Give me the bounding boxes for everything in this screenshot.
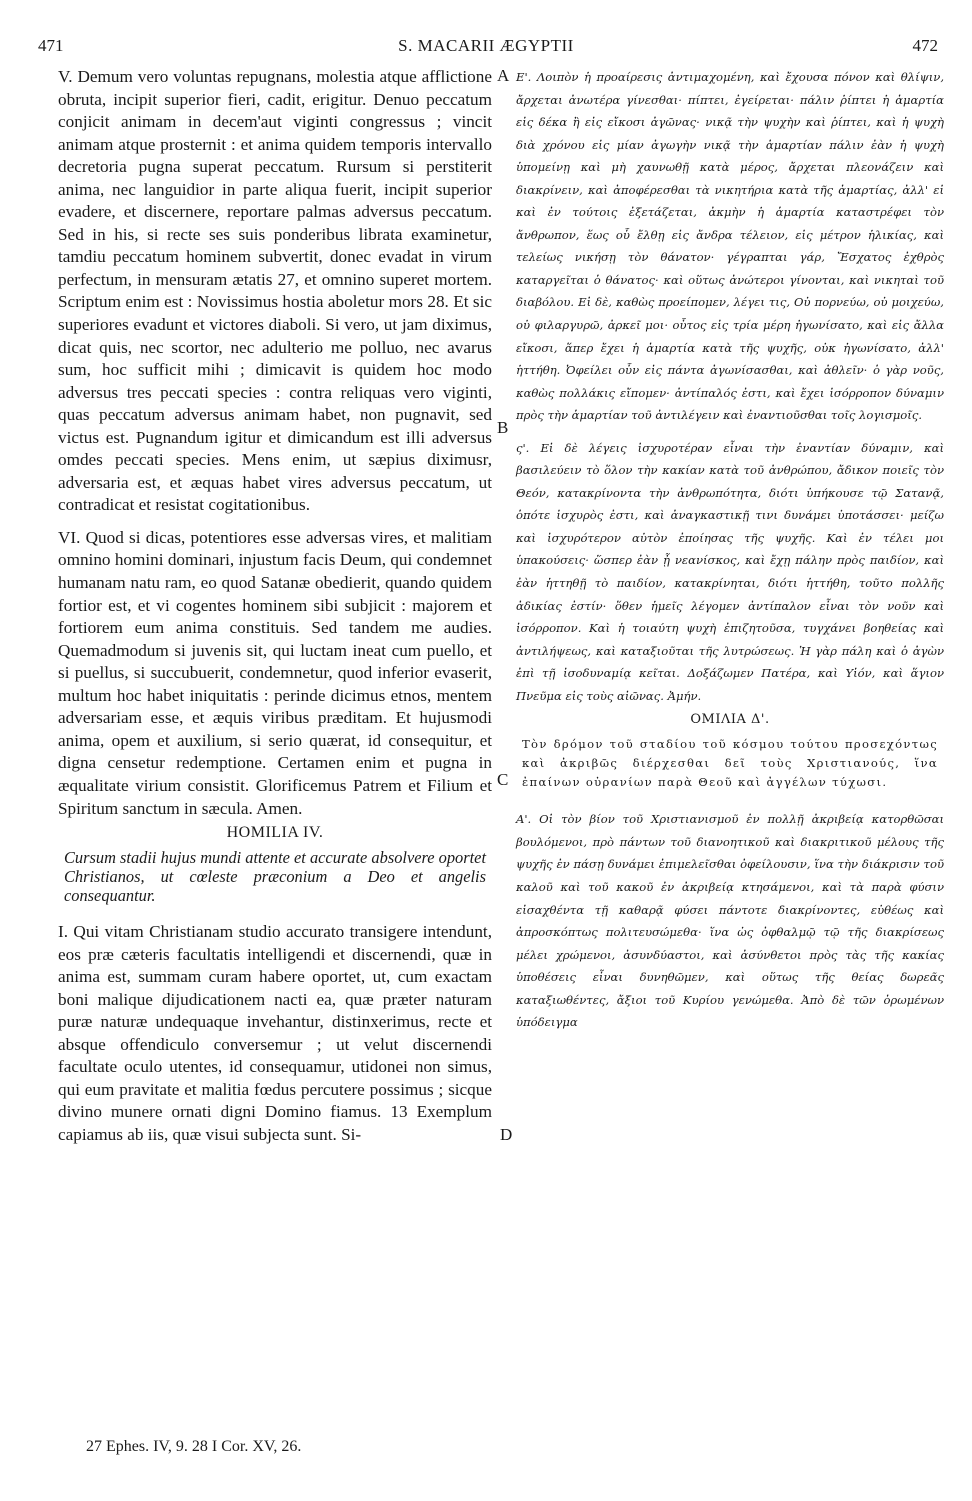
greek-homily-summary: Τὸν δρόμον τοῦ σταδίου τοῦ κόσμου τούτου προσεχόντως καὶ ἀκριβῶς διέρχεσθαι δεῖ τοὺς Χριστιανούς, ἵνα ἐπαίνων οὐρανίων παρὰ Θεοῦ καὶ ἀγγέλων τύχωσι. (522, 737, 938, 790)
latin-column (58, 66, 492, 1147)
greek-section-e: Ε'. Λοιπὸν ἡ προαίρεσις ἀντιμαχομένη, καὶ ἔχουσα πόνον καὶ θλίψιν, ἄρχεται ἀνωτέρα γίνεσθαι· πίπτει, ἐγείρεται· πάλιν ῥίπτει ἡ ἁμαρτία εἰς δέκα ἢ εἰς εἴκοσι ἀγῶνας· νικᾷ τὴν ψυχὴν καὶ ῥίπτει, καὶ ἡ ψυχὴ διὰ χρόνου εἰς μίαν ἀγωγὴν νικᾷ τὴν ἁμαρτίαν πάλιν ἐὰν ἡ ψυχὴ ὑπομείνῃ καὶ μὴ χαυνωθῇ κατὰ μέρος, ἄρχεται πλεονάζειν καὶ διακρίνειν, καὶ ἀποφέρεσθαι τὰ νικητήρια κατὰ τῆς ἁμαρτίας, ἀλλ' εἰ καὶ ἐν τούτοις ἐξετάζεται, ἀκμὴν ἡ ἁμαρτία καταστρέφει τὸν ἄνθρωπον, ἕως οὗ ἔλθῃ εἰς ἄνδρα τέλειον, εἰς μέτρον ἡλικίας, καὶ τελείως νικήσῃ τὸν θάνατον· γέγραπται γάρ, Ἔσχατος ἐχθρὸς καταργεῖται ὁ θάνατος· καὶ οὕτως ἀνώτεροι γίνονται, καὶ νικηταὶ τοῦ διαβόλου. Εἰ δὲ, καθὼς προείπομεν, λέγει τις, Οὐ πορνεύω, οὐ μοιχεύω, οὐ φιλαργυρῶ, ἀρκεῖ μοι· οὗτος εἰς τρία μέρη ἠγωνίσατο, καὶ εἰς ἄλλα εἴκοσι, ἅπερ ἔχει ἡ ἁμαρτία κατὰ τῆς ψυχῆς, οὐκ ἠγωνίσατο, ἀλλ' ἡττήθη. Ὀφείλει οὖν εἰς πάντα ἀγωνίσασθαι, καὶ ἀθλεῖν· ὁ γὰρ νοῦς, καθὼς πολλάκις εἴπομεν· ἀντίπαλός ἐστι, καὶ ἔχει ἰσόρροπον δύναμιν πρὸς τὴν ἁμαρτίαν τοῦ ἀντιλέγειν καὶ ἐναντιοῦσθαι τοῖς λογισμοῖς. (516, 70, 944, 423)
greek-section-a: Α'. Οἱ τὸν βίον τοῦ Χριστιανισμοῦ ἐν πολλῇ ἀκριβείᾳ κατορθῶσαι βουλόμενοι, πρὸ πάντων τοῦ διανοητικοῦ καὶ διακριτικοῦ μέλους τῆς ψυχῆς ἐν πάσῃ δυνάμει ἐπιμελεῖσθαι ὀφείλουσιν, ἵνα τὴν διάκρισιν τοῦ καλοῦ καὶ τοῦ κακοῦ ἐν ἀκριβείᾳ κτησάμενοι, καὶ τὰ παρὰ φύσιν εἰσαχθέντα τῇ καθαρᾷ φύσει πάντοτε διακρίνοντες, εὐθέως καὶ ἀπροσκόπτως πολιτευσώμεθα· ἵνα ὡς ὀφθαλμῷ τῷ τῆς διακρίσεως μέλει χρώμενοι, ἀσυνδύαστοι, καὶ ἀσύνθετοι πρὸς τὰς τῆς κακίας ὑποθέσεις εἶναι δυνηθῶμεν, καὶ οὕτως τῆς θείας δωρεᾶς καταξιωθέντες, ἄξιοι τοῦ Κυρίου γενώμεθα. Ἀπὸ δὲ τῶν ὁρωμένων ὑπόδειγμα (516, 812, 944, 1030)
running-title: S. MACARII ÆGYPTII (398, 36, 574, 55)
margin-letter-d: D (500, 1125, 513, 1144)
margin-letter-c: C (497, 770, 509, 789)
right-page-number: 472 (912, 36, 938, 55)
latin-homily-summary: Cursum stadii hujus mundi attente et accurate absolvere oportet Christianos, ut cœleste præconium a Deo et angelis consequantur. (64, 848, 486, 906)
margin-letter-b: B (497, 418, 509, 437)
footnotes: 27 Ephes. IV, 9. 28 I Cor. XV, 26. (86, 1438, 302, 1455)
latin-homily-title: HOMILIA IV. (226, 824, 324, 842)
left-page-number: 471 (38, 36, 64, 55)
running-header (0, 36, 972, 62)
greek-column (516, 66, 944, 1034)
latin-section-vi: VI. Quod si dicas, potentiores esse adversas vires, et malitiam omnino homini dominari, injustum facis Deum, qui condemnet humanam natu ram, eo quod Satanæ obedierit, quando quidem fortior est, et vi cogentes hominem sibi subjicit : majorem et fortiorem eum anima constituis. Sed tandem me audies. Quemadmodum si juvenis sit, qui luctam ineat cum puello, et si puellus, si succubuerit, condemnetur, quod inferior evaserit, multum hoc habet iniquitatis : perinde dicimus etnos, mentem adversariam esse, et æquis viribus præditam. Et hujusmodi anima, opem et auxilium, si serio quærat, id consequitur, et digna censetur redemptione. Certamen enim et pugna in æqualitate virium consistit. Glorificemus Patrem et Filium et Spiritum sanctum in sæcula. Amen. (58, 527, 492, 818)
latin-section-v: V. Demum vero voluntas repugnans, molestia atque afflictione obruta, incipit superior fieri, cadit, erigitur. Denuo peccatum conjicit animam in decem'aut viginti congressus ; vincit animam atque prosternit : et anima quidem temporis intervallo decretoria pugna superat peccatum. Rursum si perstiterit anima, nec languidior in parte aliqua fuerit, incipit superior evadere, et discernere, reportare palmas adversus peccatum. Sed in his, si recte ses suis ponderibus librata examinetur, tamdiu peccatum hominem subvertit, donec evadat in virum perfectum, in mensuram ætatis 27, et omnino superet mortem. Scriptum enim est : Novissimus hostia aboletur mors 28. Et sic superiores evadunt et victores diaboli. Si vero, ut jam diximus, dicat quis, nec scortor, nec adulterio me polluo, nec avarus sum, hoc sufficit mihi ; dimicavit is quidem hoc modo adversus tres peccati species : contra reliquas vero viginti, quas peccatum adversus animam habet, non pugnavit, sed victus est. Pugnandum igitur et dimicandum est illi adversus omdes peccati species. Mens enim, ut sæpius diximusr, adversaria est, et æquas habet vires adversus peccatum, ut contradicat et resistat cogitationibus. (58, 67, 492, 515)
latin-section-i: I. Qui vitam Christianam studio accurato transigere intendunt, eos præ cæteris facultatis intelligendi et discernendi, quæ in anima est, summam curam habere oportet, ut, cum exactam boni malique dijudicationem nacti ea, quæ præter naturam puræ naturæ undequaque invehantur, distinxerimus, recte et absque offendiculo conversemur ; ut velut discernendi facultate oculo utentes, id consequamur, utidonei non simus, qui eum pravitate et malitia fœdus percutere possimus ; sicque divino munere ornati digni Domino fiamus. 13 Exemplum capiamus ab iis, quæ visui subjecta sunt. Si- (58, 922, 492, 1144)
greek-section-st: ς'. Εἰ δὲ λέγεις ἰσχυροτέραν εἶναι τὴν ἐναντίαν δύναμιν, καὶ βασιλεύειν τὸ ὅλον τὴν κακίαν κατὰ τοῦ ἀνθρώπου, ἄδικον ποιεῖς τὸν Θεόν, κατακρίνοντα τὴν ἀνθρωπότητα, διότι ὑπήκουσε τῷ Σατανᾷ, ὁπότε ἰσχυρὸς ἐστι, καὶ ἀναγκαστικῇ τινι δυνάμει ὑποτάσσει· μείζω καὶ ἰσχυρότερον αὐτὸν ἐποίησας τῆς ψυχῆς. Καὶ ἐν τέλει μοι ὑπακούσεις· ὥσπερ ἐὰν ᾖ νεανίσκος, καὶ ἔχῃ πάλην πρὸς παιδίον, καὶ ἐὰν ἡττηθῇ τὸ παιδίον, κατακρίνηται, διότι ἡττήθη, τοῦτο πολλῆς ἀδικίας ἐστίν· ὅθεν ἡμεῖς λέγομεν ἀντίπαλον εἶναι τὸν νοῦν καὶ ἰσόρροπον. Καὶ ἡ τοιαύτη ψυχὴ ἐπιζητοῦσα, τυγχάνει βοηθείας καὶ ἀντιλήψεως, καὶ καταξιοῦται τῆς λυτρώσεως. Ἡ γὰρ πάλη καὶ ὁ ἀγὼν ἐπὶ τῇ ἰσοδυναμίᾳ κεῖται. Δοξάζωμεν Πατέρα, καὶ Υἱόν, καὶ ἅγιον Πνεῦμα εἰς τοὺς αἰῶνας. Ἀμήν. (516, 440, 944, 703)
margin-letter-a: A (497, 66, 510, 85)
greek-homily-title: ΟΜΙΛΙΑ Δ'. (690, 712, 770, 728)
